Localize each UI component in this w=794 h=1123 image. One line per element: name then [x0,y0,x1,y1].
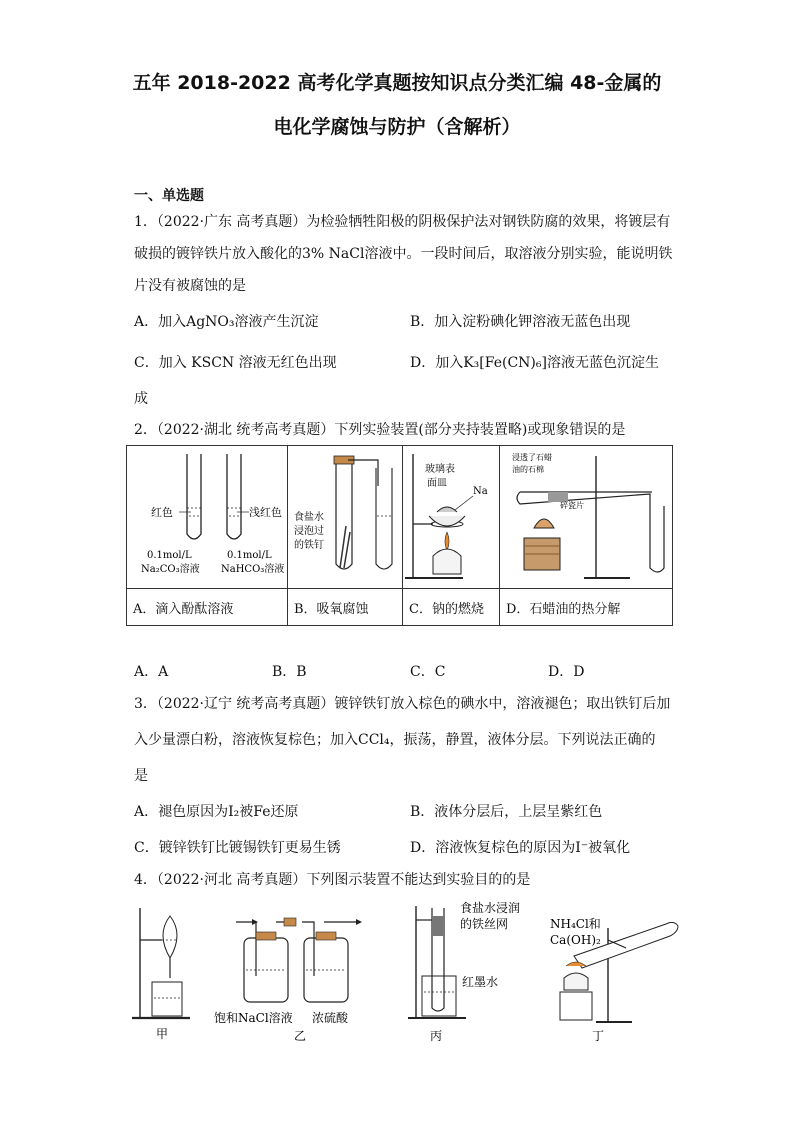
fig-jia-separatory-funnel [132,908,190,1018]
fig-ding-label2: Ca(OH)₂ [550,933,601,947]
fig-c-caption: C．钠的燃烧 [403,589,500,626]
q2-option-a: A．A [134,664,169,680]
fig-b-label2: 浸泡过 [294,526,324,537]
fig-c-label2: 面皿 [427,478,447,489]
fig-bing-label3: 红墨水 [462,975,499,989]
fig-a-sol1-conc: 0.1mol/L [147,550,192,561]
fig-d-label3: 碎瓷片 [560,501,584,510]
q1-stem-line1: 1．（2022·广东 高考真题）为检验牺牲阳极的阴极保护法对钢铁防腐的效果，将镀层有 [134,214,671,230]
fig-c-sodium-burning-image [403,446,499,584]
fig-b-label1: 食盐水 [294,512,324,523]
doc-title-line1: 五年 2018-2022 高考化学真题按知识点分类汇编 48-金属的 [132,72,662,94]
fig-yi-label1: 饱和NaCl溶液 [214,1011,293,1025]
q1-stem-line2: 破损的镀锌铁片放入酸化的3% NaCl溶液中。一段时间后，取溶液分别实验，能说明铁 [134,246,673,262]
fig-a-cell [127,446,288,589]
q1-stem-line3: 片没有被腐蚀的是 [134,278,246,294]
fig-d-paraffin-cracking-image [500,446,672,584]
q3-stem-line1: 3．（2022·辽宁 统考高考真题）镀锌铁钉放入棕色的碘水中，溶液褪色；取出铁钉后加 [134,696,671,712]
q3-option-c: C．镀锌铁钉比镀锡铁钉更易生锈 [134,840,341,856]
fig-jia-caption: 甲 [156,1027,169,1041]
q3-option-a: A．褪色原因为I₂被Fe还原 [134,804,299,820]
fig-b-label3: 的铁钉 [294,540,324,551]
doc-title-line2: 电化学腐蚀与防护（含解析） [273,116,521,138]
q3-stem-line2: 入少量漂白粉，溶液恢复棕色；加入CCl₄，振荡，静置，液体分层。下列说法正确的 [134,732,656,748]
q4-stem: 4．（2022·河北 高考真题）下列图示装置不能达到实验目的的是 [134,872,531,888]
q3-stem-line3: 是 [134,768,148,784]
fig-ding-caption: 丁 [592,1029,605,1043]
fig-bing-label2: 的铁丝网 [460,917,509,931]
fig-yi-gas-wash-bottles [236,918,362,1002]
q3-option-b: B．液体分层后，上层呈紫红色 [410,804,603,820]
fig-a-red-label: 红色 [151,506,173,519]
fig-b-cell [288,446,403,589]
q1-option-d-cont: 成 [134,391,148,407]
q2-option-c: C．C [410,664,446,680]
fig-d-caption: D．石蜡油的热分解 [500,589,673,626]
q2-option-d: D．D [548,664,585,680]
fig-a-caption: A．滴入酚酞溶液 [127,589,288,626]
fig-yi-caption: 乙 [294,1029,307,1043]
fig-c-na-label: Na [473,486,488,497]
fig-d-label1: 浸透了石蜡 [512,453,552,462]
q1-option-c: C．加入 KSCN 溶液无红色出现 [134,355,337,371]
fig-c-cell [403,446,500,589]
fig-a-sol1: Na₂CO₃溶液 [141,564,200,575]
fig-a-sol2: NaHCO₃溶液 [221,564,285,575]
fig-bing-rust-apparatus [408,906,466,1018]
fig-b-caption: B．吸氧腐蚀 [288,589,403,626]
q2-stem: 2．（2022·湖北 统考高考真题）下列实验装置(部分夹持装置略)或现象错误的是 [134,422,626,438]
section-heading: 一、单选题 [134,188,204,204]
fig-a-testtubes-image [127,446,287,584]
q2-option-b: B．B [272,664,307,680]
q1-option-d: D．加入K₃[Fe(CN)₆]溶液无蓝色沉淀生 [410,355,659,371]
fig-a-sol2-conc: 0.1mol/L [227,550,272,561]
q3-option-d: D．溶液恢复棕色的原因为I⁻被氧化 [410,840,631,856]
fig-ding-label1: NH₄Cl和 [550,917,601,931]
fig-bing-caption: 丙 [430,1029,443,1043]
q1-option-b: B．加入淀粉碘化钾溶液无蓝色出现 [410,314,631,330]
q4-apparatus-figure [126,898,686,1048]
fig-d-cell [500,446,673,589]
fig-d-label2: 油的石棉 [512,465,544,474]
q2-figure-table [126,445,673,626]
fig-a-light-red-label: 浅红色 [249,506,282,519]
fig-yi-label2: 浓硫酸 [312,1011,349,1025]
fig-b-rust-apparatus-image [288,446,402,584]
fig-bing-label1: 食盐水浸润 [460,901,521,915]
q1-option-a: A．加入AgNO₃溶液产生沉淀 [134,314,319,330]
fig-c-label1: 玻璃表 [425,464,455,475]
